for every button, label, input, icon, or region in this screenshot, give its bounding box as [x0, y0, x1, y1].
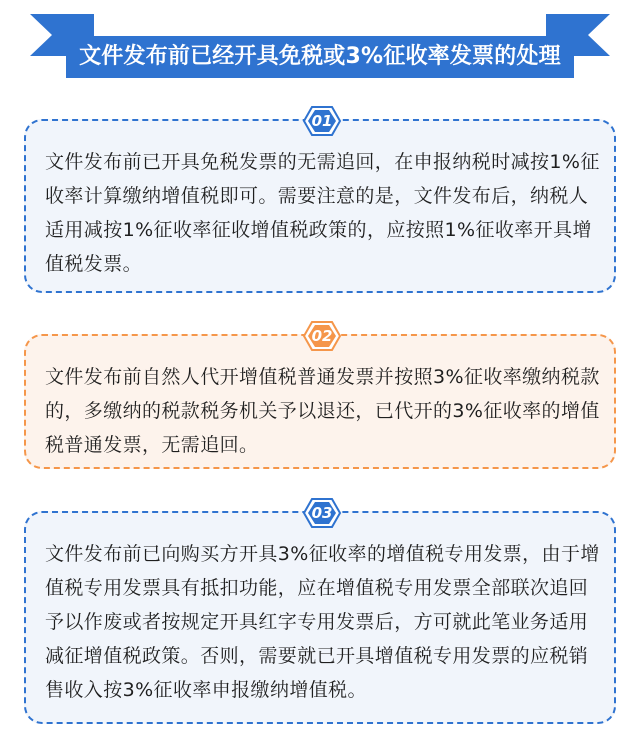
section-text-2: 文件发布前自然人代开增值税普通发票并按照3%征收率缴纳税款的，多缴纳的税款税务机关予以退还，已代开的3%征收率的增值税普通发票，无需追回。	[45, 366, 600, 456]
section-card-1	[24, 112, 616, 293]
section-number-1: 01	[311, 112, 333, 130]
section-text-1: 文件发布前已开具免税发票的无需追回，在申报纳税时减按1%征收率计算缴纳增值税即可。需要注意的是，文件发布后，纳税人适用减按1%征收率征收增值税政策的，应按照1%征收率开具增值税发票。	[45, 151, 600, 275]
section-number-2: 02	[311, 327, 333, 345]
page-title: 文件发布前已经开具免税或3%征收率发票的处理	[79, 44, 561, 69]
section-number-3: 03	[311, 504, 333, 522]
section-card-3	[24, 504, 616, 724]
section-card-2	[24, 327, 616, 469]
section-text-3: 文件发布前已向购买方开具3%征收率的增值税专用发票，由于增值税专用发票具有抵扣功能，应在增值税专用发票全部联次追回予以作废或者按规定开具红字专用发票后，方可就此笔业务适用减征增值税政策。否则，需要就已开具增值税专用发票的应税销售收入按3%征收率申报缴纳增值税。	[45, 543, 600, 701]
section-number-badge-1	[300, 105, 344, 137]
section-number-badge-2	[300, 320, 344, 352]
section-number-badge-3	[300, 497, 344, 529]
title-ribbon	[0, 0, 640, 96]
